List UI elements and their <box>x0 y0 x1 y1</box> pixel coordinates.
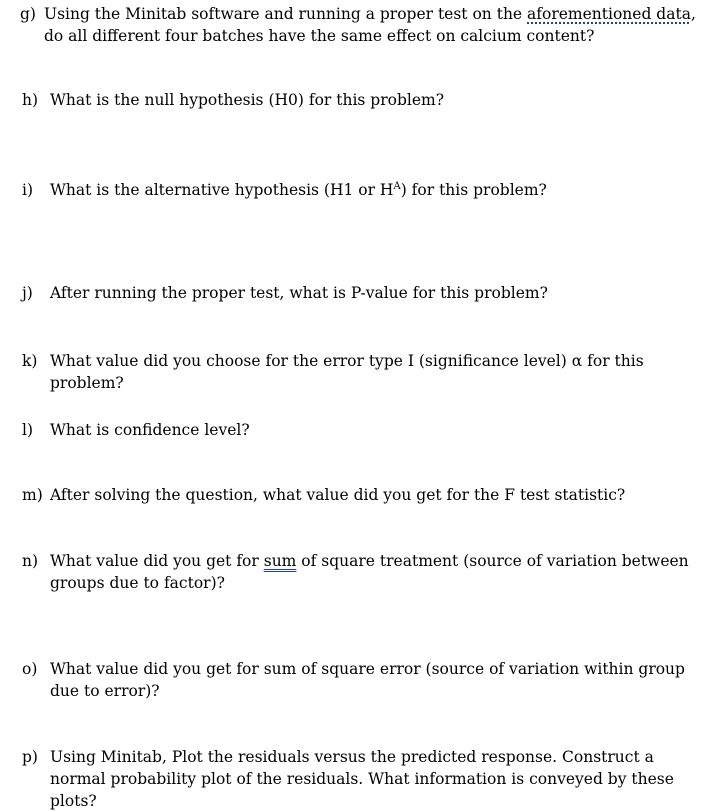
question-text: Using the Minitab software and running a proper test on the aforementioned data, do all different four batches have the same effect on calcium content? <box>44 5 696 45</box>
question-letter: k) <box>22 352 38 370</box>
question-text: What is the null hypothesis (H0) for this problem? <box>50 91 445 109</box>
grammar-flag: sum <box>263 552 297 570</box>
question-letter: o) <box>22 660 38 678</box>
question-text: What value did you choose for the error type I (significance level) α for this problem? <box>50 352 644 392</box>
question-text: After running the proper test, what is P-value for this problem? <box>50 284 548 302</box>
question-letter: j) <box>22 284 33 302</box>
spelling-flag: aforementioned data <box>527 5 691 23</box>
question-text: What value did you get for sum of square treatment (source of variation between groups due to factor)? <box>50 552 689 592</box>
question-text: What value did you get for sum of square error (source of variation within group due to error)? <box>50 660 685 700</box>
question-letter: p) <box>22 748 38 766</box>
question-letter: i) <box>22 181 34 199</box>
question-text: Using Minitab, Plot the residuals versus the predicted response. Construct a normal probability plot of the residuals. What information is conveyed by these plots? <box>50 748 674 810</box>
question-letter: g) <box>20 5 36 23</box>
question-letter: l) <box>22 421 34 439</box>
question-text: After solving the question, what value did you get for the F test statistic? <box>50 486 626 504</box>
question-text: What is the alternative hypothesis (H1 or $H^A$) for this problem? <box>50 180 547 199</box>
question-letter: n) <box>22 552 39 570</box>
question-text: What is confidence level? <box>50 421 250 439</box>
question-letter: h) <box>22 91 39 109</box>
question-letter: m) <box>22 486 43 504</box>
